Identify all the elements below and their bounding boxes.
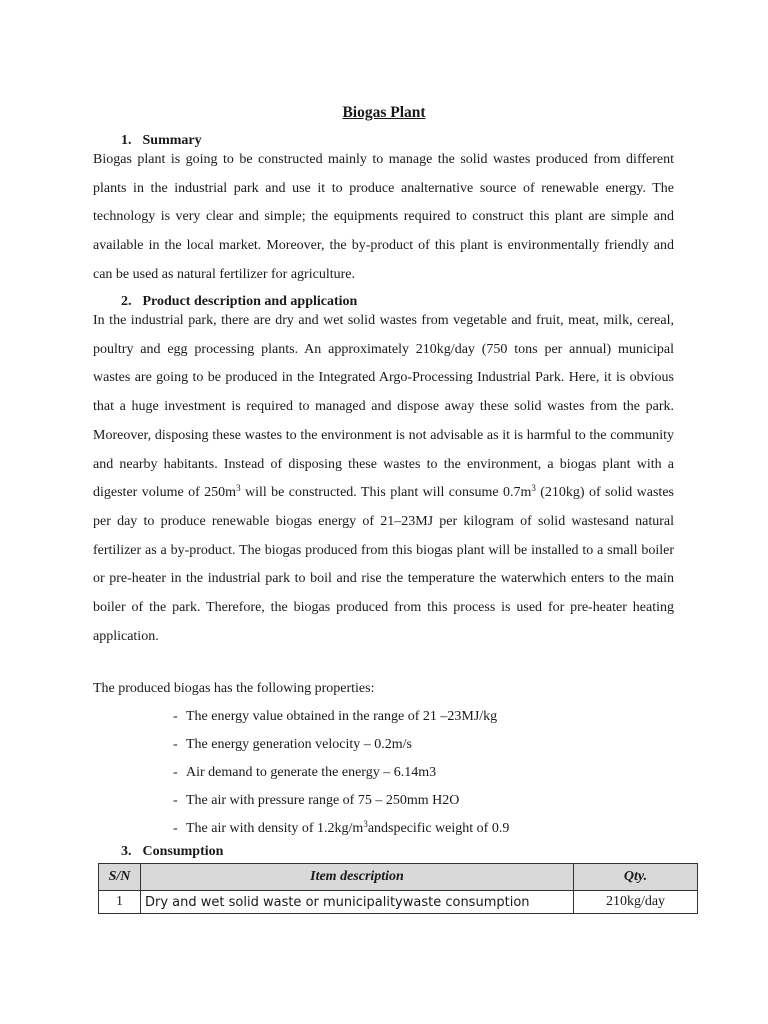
property-text: The energy value obtained in the range of 21 –23MJ/kg (186, 709, 498, 724)
section-heading-consumption (121, 844, 223, 860)
column-header-sn: S/N (99, 864, 141, 891)
product-description-paragraph (93, 307, 674, 651)
section-number: 3. (121, 844, 132, 859)
property-text: Air demand to generate the energy – 6.14m3 (186, 765, 437, 780)
table-cell-sn: 1 (99, 891, 141, 914)
property-text: andspecific weight of 0.9 (367, 821, 510, 836)
table-header-row (99, 864, 698, 891)
section-title: Consumption (142, 844, 224, 859)
properties-intro: The produced biogas has the following properties: (93, 681, 375, 696)
list-item (173, 763, 509, 791)
paragraph-text: (210kg) of solid wastes per day to produce renewable biogas energy of 21–23MJ per kilogram of solid wastesand natural fertilizer as a by-product. The biogas produced from this biogas plant will be installed to a small boiler or pre-heater in the industrial park to boil and rise the temperature the waterwhich enters to the main boiler of the park. Therefore, the biogas produced from this process is used for pre-heater heating application. (93, 485, 674, 644)
table-row (99, 891, 698, 914)
column-header-item-description: Item description (141, 864, 574, 891)
consumption-table (98, 863, 698, 914)
document-title: Biogas Plant (342, 104, 426, 121)
column-header-qty: Qty. (574, 864, 698, 891)
section-title: Summary (142, 133, 202, 148)
bullet-dash: - (173, 765, 178, 780)
list-item (173, 707, 509, 735)
paragraph-text: In the industrial park, there are dry and wet solid wastes from vegetable and fruit, meat, milk, cereal, poultry and egg processing plants. An approximately 210kg/day (750 tons per annual) municipal wastes are going to be produced in the Integrated Argo-Processing Industrial Park. Here, it is obvious that a huge investment is required to managed and dispose away these solid wastes from the park. Moreover, disposing these wastes to the environment is not advisable as it is harmful to the community and nearby habitants. Instead of disposing these wastes to the environment, a biogas plant with a digester volume of 250m (93, 313, 674, 501)
summary-paragraph: Biogas plant is going to be constructed mainly to manage the solid wastes produced from different plants in the industrial park and use it to produce analternative source of renewable energy. The technology is very clear and simple; the equipments required to construct this plant are simple and available in the local market. Moreover, the by-product of this plant is environmentally friendly and can be used as natural fertilizer for agriculture. (93, 152, 674, 282)
superscript: 3 (363, 819, 368, 829)
properties-list (173, 707, 509, 847)
property-text: The air with pressure range of 75 – 250mm H2O (186, 793, 460, 808)
bullet-dash: - (173, 821, 178, 836)
list-item (173, 819, 509, 847)
section-number: 2. (121, 294, 132, 309)
section-title: Product description and application (142, 294, 358, 309)
property-text: The energy generation velocity – 0.2m/s (186, 737, 413, 752)
bullet-dash: - (173, 709, 178, 724)
bullet-dash: - (173, 793, 178, 808)
section-number: 1. (121, 133, 132, 148)
superscript: 3 (236, 483, 241, 494)
property-text: The air with density of 1.2kg/m (186, 821, 364, 836)
list-item (173, 791, 509, 819)
superscript: 3 (531, 483, 536, 494)
table-cell-qty: 210kg/day (574, 891, 698, 914)
table-cell-item-description: Dry and wet solid waste or municipalitywaste consumption (141, 891, 574, 914)
bullet-dash: - (173, 737, 178, 752)
paragraph-text: will be constructed. This plant will consume 0.7m (240, 485, 532, 501)
list-item (173, 735, 509, 763)
